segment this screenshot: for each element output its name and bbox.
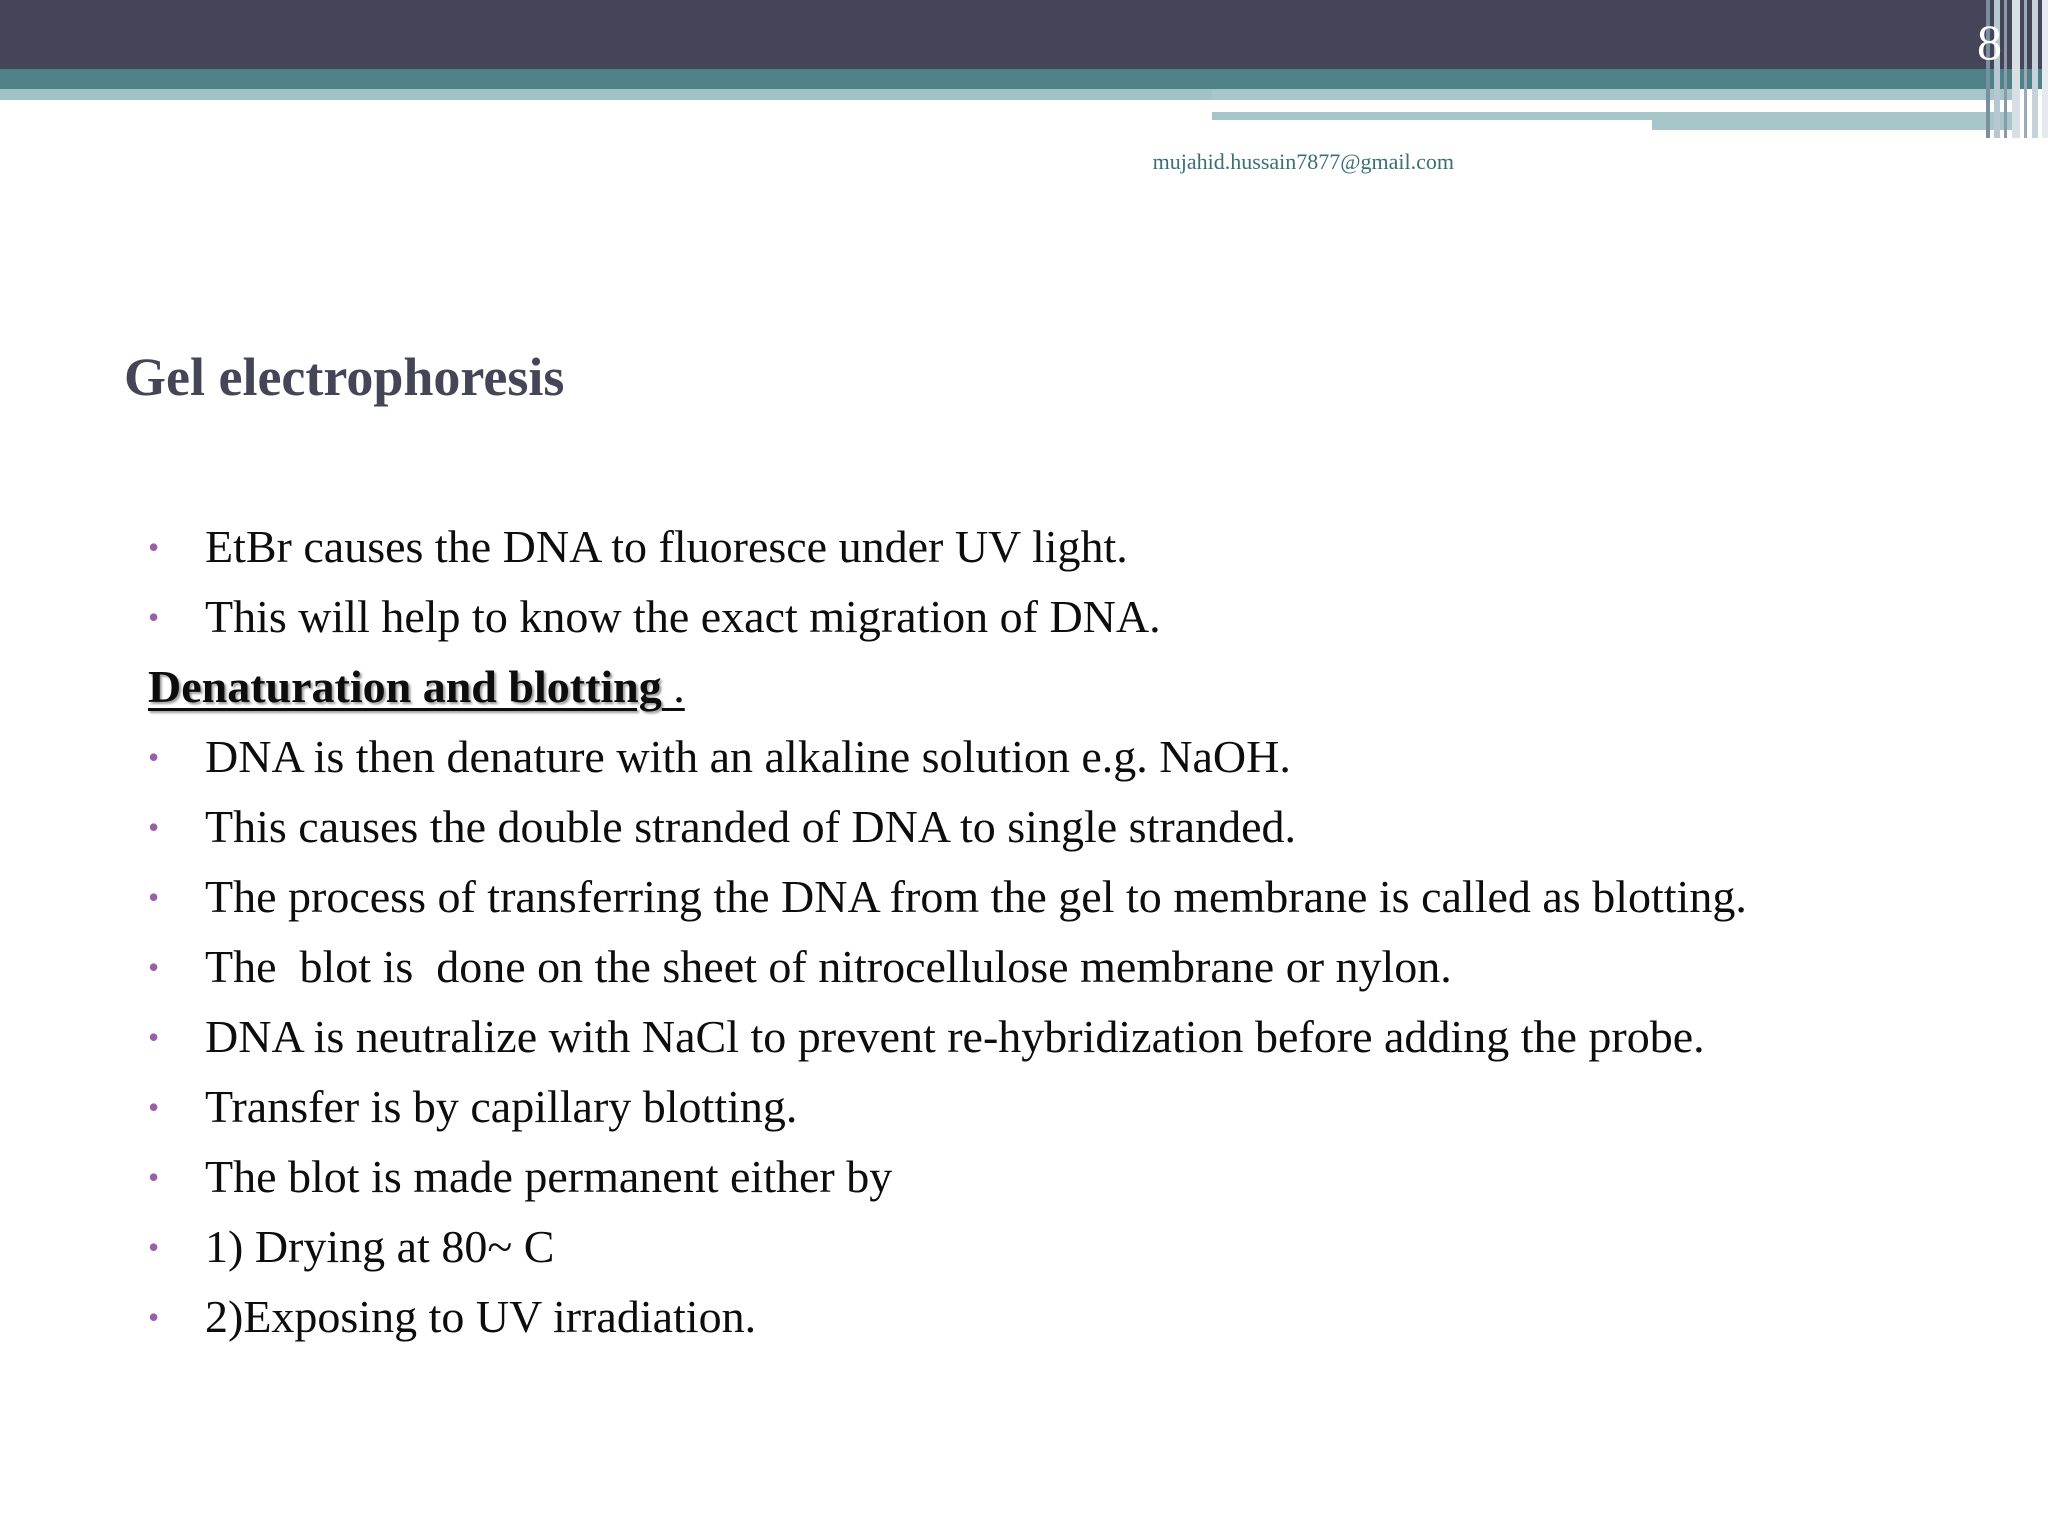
bullet-dot-icon: •	[148, 949, 160, 985]
bullet-dot-icon: •	[148, 809, 160, 845]
edge-stripe	[2012, 0, 2020, 138]
slide-content	[148, 512, 2028, 1352]
bullet-text: 2)Exposing to UV irradiation.	[205, 1291, 757, 1342]
bullet-dot-icon: •	[148, 599, 160, 635]
section-heading	[148, 652, 2028, 722]
bullet-dot-icon: •	[148, 739, 160, 775]
bullet-text: 1) Drying at 80~ C	[205, 1221, 555, 1272]
header-divider-line	[1652, 130, 2012, 138]
bullet-text: The process of transferring the DNA from the gel to membrane is called as blotting.	[205, 871, 1747, 922]
bullet-text: Transfer is by capillary blotting.	[205, 1081, 798, 1132]
bullet-dot-icon: •	[148, 1229, 160, 1265]
bullet-text: The blot is done on the sheet of nitrocellulose membrane or nylon.	[205, 941, 1452, 992]
bullet-dot-icon: •	[148, 529, 160, 565]
bullet-dot-icon: •	[148, 1019, 160, 1055]
author-email: mujahid.hussain7877@gmail.com	[1152, 149, 1454, 174]
bullet-item	[148, 582, 2028, 652]
edge-stripe	[2042, 0, 2048, 138]
bullet-text: This will help to know the exact migration of DNA.	[205, 591, 1161, 642]
bullet-text: The blot is made permanent either by	[205, 1151, 893, 1202]
bullet-item	[148, 792, 2028, 862]
page-number: 8	[1977, 14, 2002, 70]
bullet-item	[148, 1282, 2028, 1352]
bullet-item	[148, 1002, 2028, 1072]
header-band-dark	[0, 0, 2048, 69]
bullet-dot-icon: •	[148, 1089, 160, 1125]
edge-stripe	[2024, 0, 2027, 138]
section-heading-label: Denaturation and blotting	[148, 661, 662, 712]
edge-stripe	[2004, 0, 2007, 138]
slide-title: Gel electrophoresis	[124, 347, 565, 407]
section-heading-text	[148, 652, 685, 722]
bullet-text: EtBr causes the DNA to fluoresce under UV light.	[205, 521, 1128, 572]
section-heading-suffix: .	[661, 661, 685, 712]
bullet-dot-icon: •	[148, 879, 160, 915]
bullet-item	[148, 932, 2028, 1002]
header-divider-line	[1212, 100, 2012, 112]
bullet-item	[148, 512, 2028, 582]
bullet-text: DNA is neutralize with NaCl to prevent re-hybridization before adding the probe.	[205, 1011, 1705, 1062]
bullet-text: This causes the double stranded of DNA to single stranded.	[205, 801, 1296, 852]
bullet-item	[148, 862, 2028, 932]
bullet-item	[148, 1212, 2028, 1282]
bullet-item	[148, 722, 2028, 792]
header-band-light-left	[0, 89, 1212, 100]
header-divider-line	[1212, 120, 1652, 138]
bullet-item	[148, 1072, 2028, 1142]
edge-stripe	[2032, 0, 2038, 138]
bullet-dot-icon: •	[148, 1159, 160, 1195]
bullet-dot-icon: •	[148, 1299, 160, 1335]
header-band-teal	[0, 69, 2048, 89]
bullet-text: DNA is then denature with an alkaline solution e.g. NaOH.	[205, 731, 1291, 782]
bullet-item	[148, 1142, 2028, 1212]
